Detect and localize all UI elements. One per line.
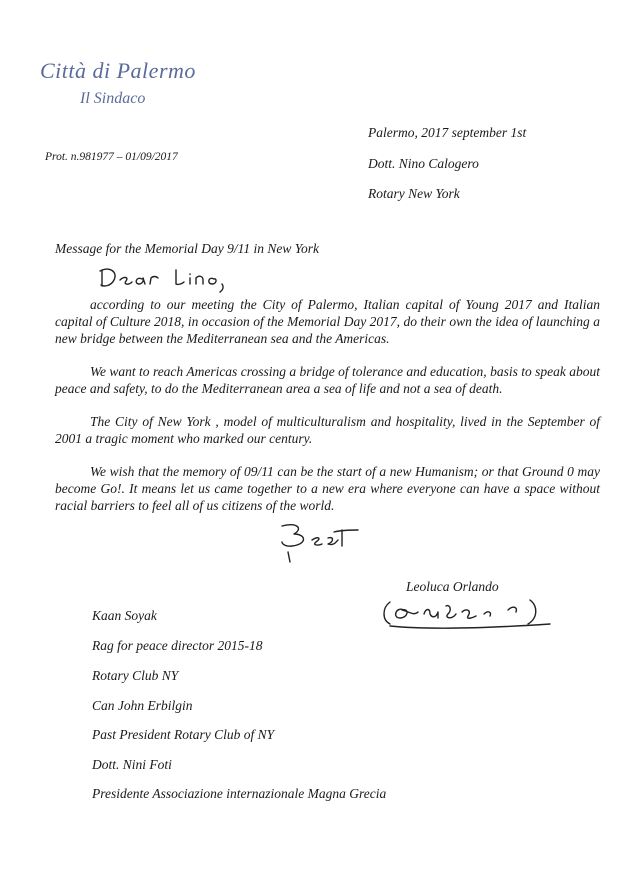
cc-line: Dott. Nini Foti <box>92 757 172 772</box>
cc-line: Presidente Associazione internazionale Magna Grecia <box>92 786 387 801</box>
cc-line: Can John Erbilgin <box>92 698 193 713</box>
handwritten-closing <box>276 520 366 570</box>
recipient-name: Dott. Nino Calogero <box>368 156 479 171</box>
subject-line: Message for the Memorial Day 9/11 in New York <box>55 241 319 256</box>
protocol-number: Prot. n.981977 – 01/09/2017 <box>45 151 178 163</box>
cc-line: Kaan Soyak <box>92 608 157 623</box>
cc-line: Rag for peace director 2015-18 <box>92 638 263 653</box>
cc-line: Rotary Club NY <box>92 668 179 683</box>
body-paragraph: We want to reach Americas crossing a bridge of tolerance and education, basis to speak about peace and safety, to do the Mediterranean area a sea of life and not a sea of death. <box>55 364 600 396</box>
letterhead-logo <box>40 58 200 118</box>
cc-line: Past President Rotary Club of NY <box>92 727 275 742</box>
recipient-org: Rotary New York <box>368 186 460 201</box>
letterhead-city: Città di Palermo <box>40 58 196 83</box>
signer-name: Leoluca Orlando <box>406 579 499 594</box>
body-paragraph: The City of New York , model of multiculturalism and hospitality, lived in the September of 2001 a tragic moment who marked our century. <box>55 414 600 446</box>
signature <box>380 596 560 632</box>
date-line: Palermo, 2017 september 1st <box>368 125 527 140</box>
body-paragraph: We wish that the memory of 09/11 can be the start of a new Humanism; or that Ground 0 may become Go!. It means let us came together to a new era where everyone can have a space without racial barriers to feel all of us citizens of the world. <box>55 464 600 513</box>
letter-body <box>55 296 600 530</box>
body-paragraph: according to our meeting the City of Palermo, Italian capital of Young 2017 and Italian capital of Culture 2018, in occasion of the Memorial Day 2017, do their own the idea of launching a new bridge between the Mediterranean sea and the Americas. <box>55 297 600 346</box>
letterhead-title: Il Sindaco <box>80 90 146 107</box>
